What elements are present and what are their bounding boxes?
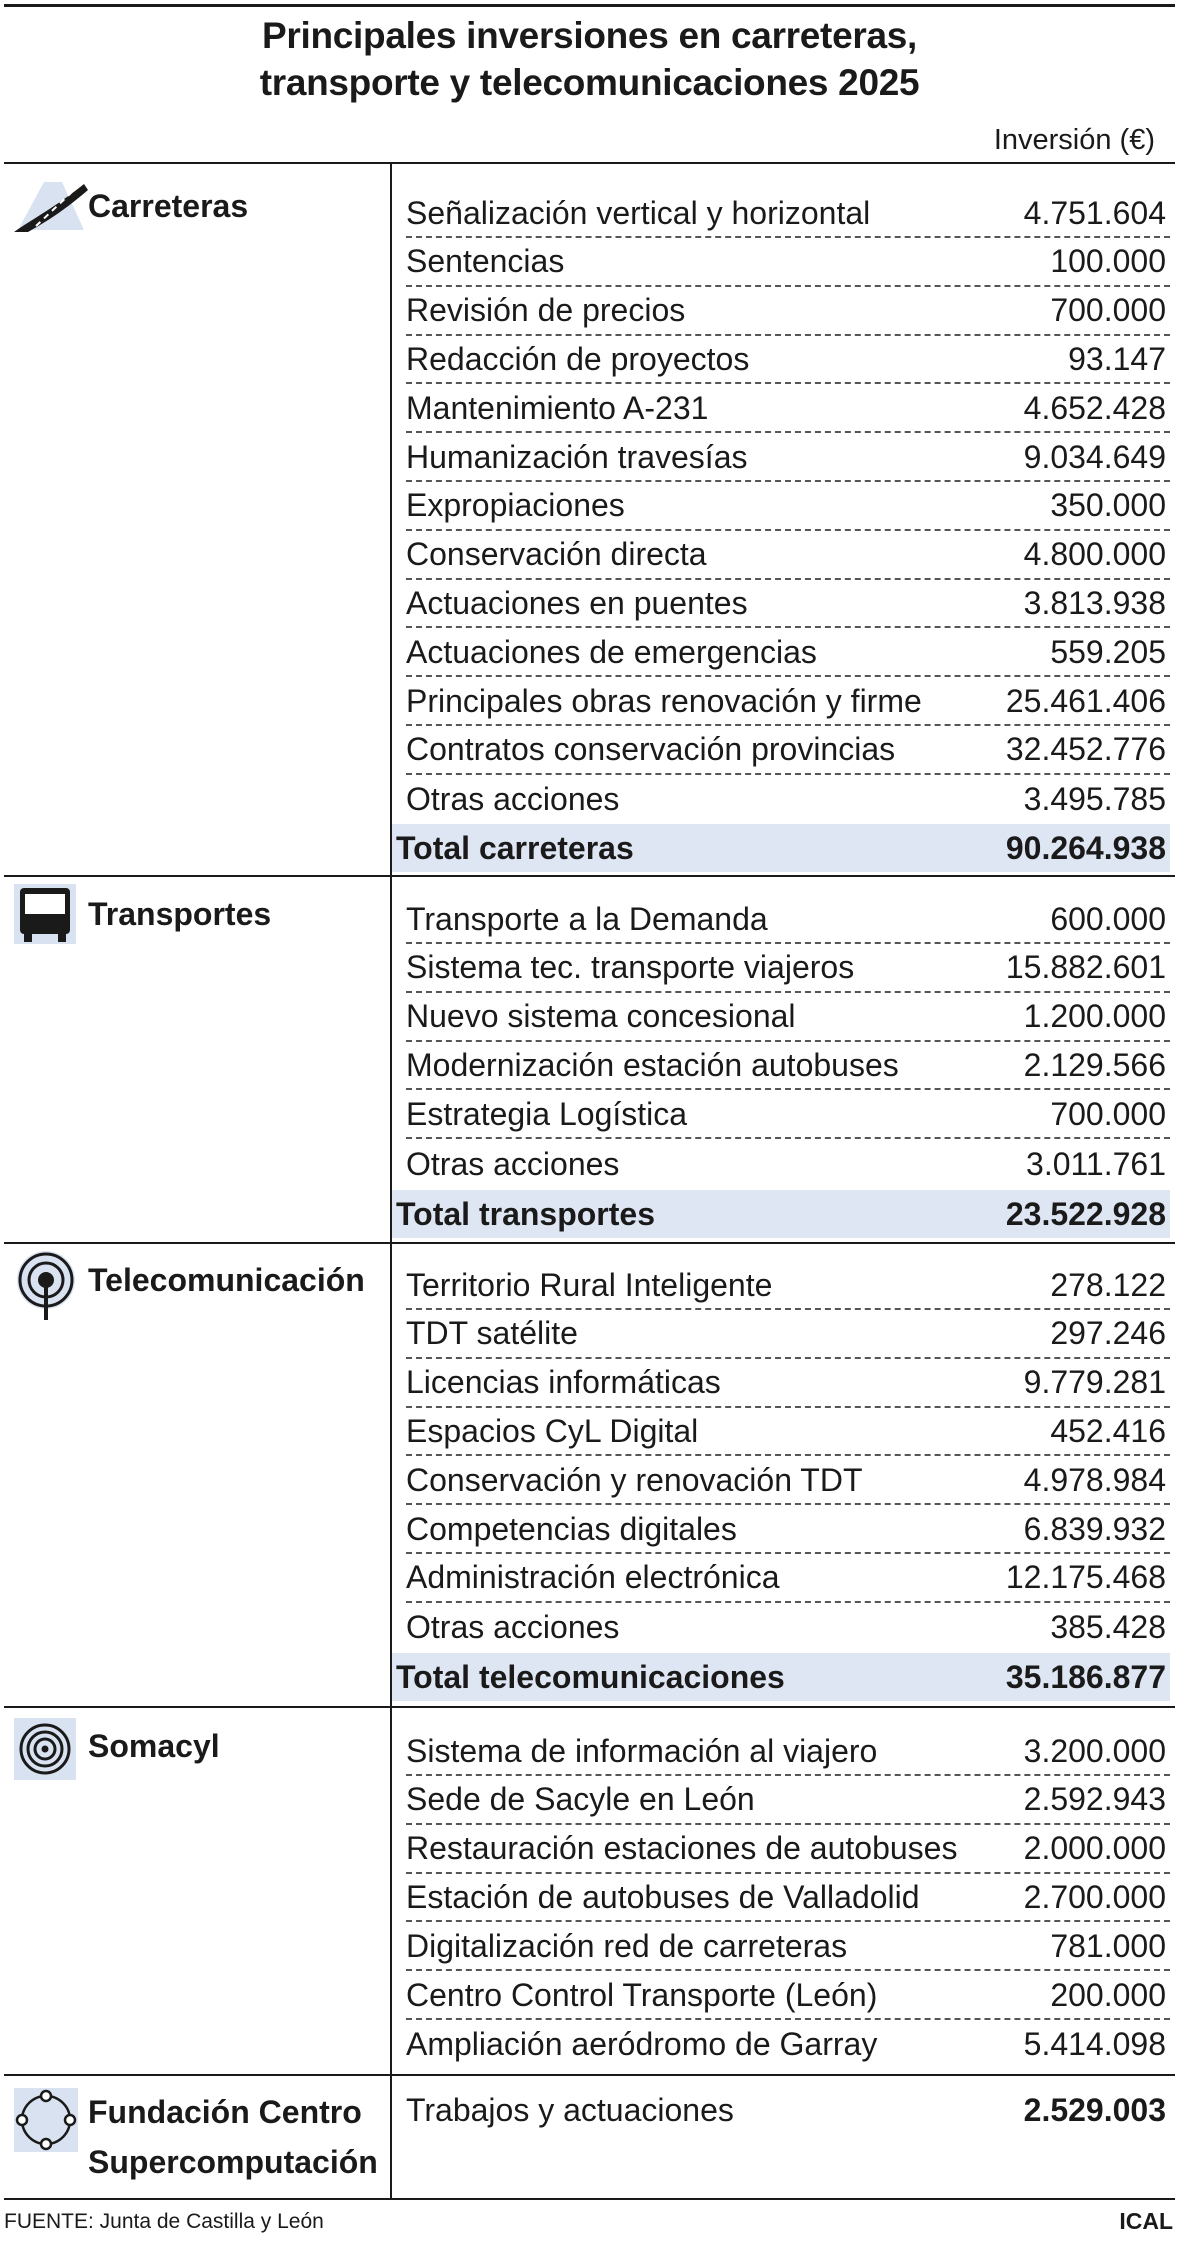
row-label: Espacios CyL Digital xyxy=(406,1412,699,1449)
credit-label: ICAL xyxy=(1119,2208,1173,2234)
table-row xyxy=(406,1874,1170,1922)
row-value: 9.779.281 xyxy=(1023,1364,1166,1401)
row-label: Contratos conservación provincias xyxy=(406,731,896,768)
network-icon xyxy=(14,2088,78,2157)
row-label: Centro Control Transporte (León) xyxy=(406,1976,878,2013)
table-row xyxy=(406,434,1170,482)
row-value: 700.000 xyxy=(1050,292,1166,329)
section-divider xyxy=(4,2074,1175,2076)
row-value: 278.122 xyxy=(1050,1266,1166,1303)
row-value: 4.978.984 xyxy=(1023,1461,1166,1498)
title-line-1: Principales inversiones en carreteras, xyxy=(262,15,917,56)
row-label: Mantenimiento A-231 xyxy=(406,389,709,426)
row-value: 559.205 xyxy=(1050,633,1166,670)
row-value: 4.751.604 xyxy=(1023,194,1166,231)
total-value: 23.522.928 xyxy=(1005,1195,1166,1232)
row-label: Nuevo sistema concesional xyxy=(406,998,796,1035)
row-label: Expropiaciones xyxy=(406,487,625,524)
section-label-fundacion-line-2: Supercomputación xyxy=(88,2144,378,2180)
header-divider xyxy=(4,162,1175,164)
antenna-icon xyxy=(14,1250,78,1327)
row-value: 2.529.003 xyxy=(1023,2091,1166,2128)
spiral-icon xyxy=(14,1718,76,1785)
row-value: 3.011.761 xyxy=(1026,1145,1166,1182)
column-divider xyxy=(390,163,392,2198)
table-row xyxy=(406,385,1170,433)
row-value: 93.147 xyxy=(1068,340,1166,377)
row-value: 1.200.000 xyxy=(1023,998,1166,1035)
table-row xyxy=(406,1360,1170,1408)
row-label: Trabajos y actuaciones xyxy=(406,2091,734,2128)
page-title xyxy=(0,12,1179,106)
table-row xyxy=(406,239,1170,287)
table-row xyxy=(406,1972,1170,2020)
table-row xyxy=(406,2021,1170,2069)
table-row xyxy=(406,945,1170,993)
table-row xyxy=(406,727,1170,775)
row-label: Estrategia Logística xyxy=(406,1095,688,1132)
row-value: 25.461.406 xyxy=(1005,682,1166,719)
row-value: 3.200.000 xyxy=(1023,1732,1166,1769)
row-label: Competencias digitales xyxy=(406,1510,737,1547)
section-label-transportes: Transportes xyxy=(88,896,272,932)
row-label: Licencias informáticas xyxy=(406,1364,721,1401)
total-row xyxy=(392,1653,1170,1701)
row-value: 2.000.000 xyxy=(1023,1830,1166,1867)
section-divider xyxy=(4,875,1175,877)
row-label: Sistema de información al viajero xyxy=(406,1732,878,1769)
table-row xyxy=(406,629,1170,677)
row-value: 200.000 xyxy=(1050,1976,1166,2013)
table-row xyxy=(406,1728,1170,1776)
road-icon xyxy=(14,178,88,237)
total-row xyxy=(392,824,1170,872)
table-row xyxy=(406,1457,1170,1505)
table-row xyxy=(406,678,1170,726)
row-label: Humanización travesías xyxy=(406,438,748,475)
row-value: 3.495.785 xyxy=(1023,781,1166,818)
row-label: Señalización vertical y horizontal xyxy=(406,194,871,231)
row-label: Actuaciones de emergencias xyxy=(406,633,817,670)
row-value: 700.000 xyxy=(1050,1095,1166,1132)
row-label: Otras acciones xyxy=(406,1609,620,1646)
row-value: 2.592.943 xyxy=(1023,1781,1166,1818)
row-value: 4.800.000 xyxy=(1023,536,1166,573)
row-label: Ampliación aeródromo de Garray xyxy=(406,2026,878,2063)
table-row xyxy=(406,1826,1170,1874)
section-label-telecomunicacion: Telecomunicación xyxy=(88,1262,365,1298)
row-label: Actuaciones en puentes xyxy=(406,584,748,621)
row-value: 3.813.938 xyxy=(1023,584,1166,621)
table-row xyxy=(406,776,1170,824)
table-row xyxy=(406,1311,1170,1359)
row-label: Conservación y renovación TDT xyxy=(406,1461,863,1498)
row-value: 9.034.649 xyxy=(1023,438,1166,475)
row-label: Restauración estaciones de autobuses xyxy=(406,1830,958,1867)
row-value: 600.000 xyxy=(1050,900,1166,937)
table-row xyxy=(406,896,1170,944)
row-value: 5.414.098 xyxy=(1023,2026,1166,2063)
table-row xyxy=(406,580,1170,628)
row-label: Sentencias xyxy=(406,243,565,280)
row-label: Otras acciones xyxy=(406,781,620,818)
table-row xyxy=(406,288,1170,336)
table-row xyxy=(406,1506,1170,1554)
total-row xyxy=(392,1190,1170,1238)
total-value: 90.264.938 xyxy=(1005,829,1166,866)
section-label-carreteras: Carreteras xyxy=(88,188,249,224)
table-row xyxy=(406,336,1170,384)
row-value: 100.000 xyxy=(1050,243,1166,280)
table-row xyxy=(406,190,1170,238)
total-label: Total carreteras xyxy=(396,829,634,866)
total-label: Total transportes xyxy=(396,1195,655,1232)
row-value: 781.000 xyxy=(1050,1927,1166,1964)
row-label: Modernización estación autobuses xyxy=(406,1046,899,1083)
row-label: TDT satélite xyxy=(406,1315,578,1352)
row-label: Redacción de proyectos xyxy=(406,340,750,377)
section-label-fundacion-line-1: Fundación Centro xyxy=(88,2094,362,2130)
row-label: Sistema tec. transporte viajeros xyxy=(406,949,855,986)
row-label: Estación de autobuses de Valladolid xyxy=(406,1878,920,1915)
table-row xyxy=(406,2086,1170,2134)
section-label-somacyl: Somacyl xyxy=(88,1728,220,1764)
row-value: 452.416 xyxy=(1050,1412,1166,1449)
table-row xyxy=(406,1262,1170,1310)
row-value: 2.700.000 xyxy=(1023,1878,1166,1915)
row-label: Territorio Rural Inteligente xyxy=(406,1266,773,1303)
row-label: Revisión de precios xyxy=(406,292,686,329)
row-label: Administración electrónica xyxy=(406,1559,780,1596)
row-value: 385.428 xyxy=(1050,1609,1166,1646)
row-label: Principales obras renovación y firme xyxy=(406,682,922,719)
row-label: Conservación directa xyxy=(406,536,707,573)
table-row xyxy=(406,1604,1170,1652)
row-value: 12.175.468 xyxy=(1005,1559,1166,1596)
table-row xyxy=(406,1140,1170,1188)
table-row xyxy=(406,1042,1170,1090)
section-divider xyxy=(4,1706,1175,1708)
row-label: Transporte a la Demanda xyxy=(406,900,768,937)
row-value: 297.246 xyxy=(1050,1315,1166,1352)
title-line-2: transporte y telecomunicaciones 2025 xyxy=(259,62,920,103)
row-value: 32.452.776 xyxy=(1005,731,1166,768)
row-value: 4.652.428 xyxy=(1023,389,1166,426)
row-value: 6.839.932 xyxy=(1023,1510,1166,1547)
unit-label: Inversión (€) xyxy=(993,124,1155,156)
table-row xyxy=(406,532,1170,580)
source-note: FUENTE: Junta de Castilla y León xyxy=(4,2210,324,2233)
table-row xyxy=(406,483,1170,531)
table-row xyxy=(406,1555,1170,1603)
table-row xyxy=(406,1777,1170,1825)
section-divider xyxy=(4,1242,1175,1244)
row-value: 2.129.566 xyxy=(1023,1046,1166,1083)
row-value: 350.000 xyxy=(1050,487,1166,524)
table-row xyxy=(406,994,1170,1042)
footer-divider xyxy=(4,2198,1175,2200)
row-label: Digitalización red de carreteras xyxy=(406,1927,848,1964)
table-row xyxy=(406,1923,1170,1971)
row-value: 15.882.601 xyxy=(1005,949,1166,986)
table-row xyxy=(406,1091,1170,1139)
row-label: Sede de Sacyle en León xyxy=(406,1781,755,1818)
total-label: Total telecomunicaciones xyxy=(396,1658,785,1695)
total-value: 35.186.877 xyxy=(1005,1658,1166,1695)
row-label: Otras acciones xyxy=(406,1145,620,1182)
bus-icon xyxy=(14,884,76,949)
top-rule xyxy=(4,4,1175,7)
table-row xyxy=(406,1408,1170,1456)
